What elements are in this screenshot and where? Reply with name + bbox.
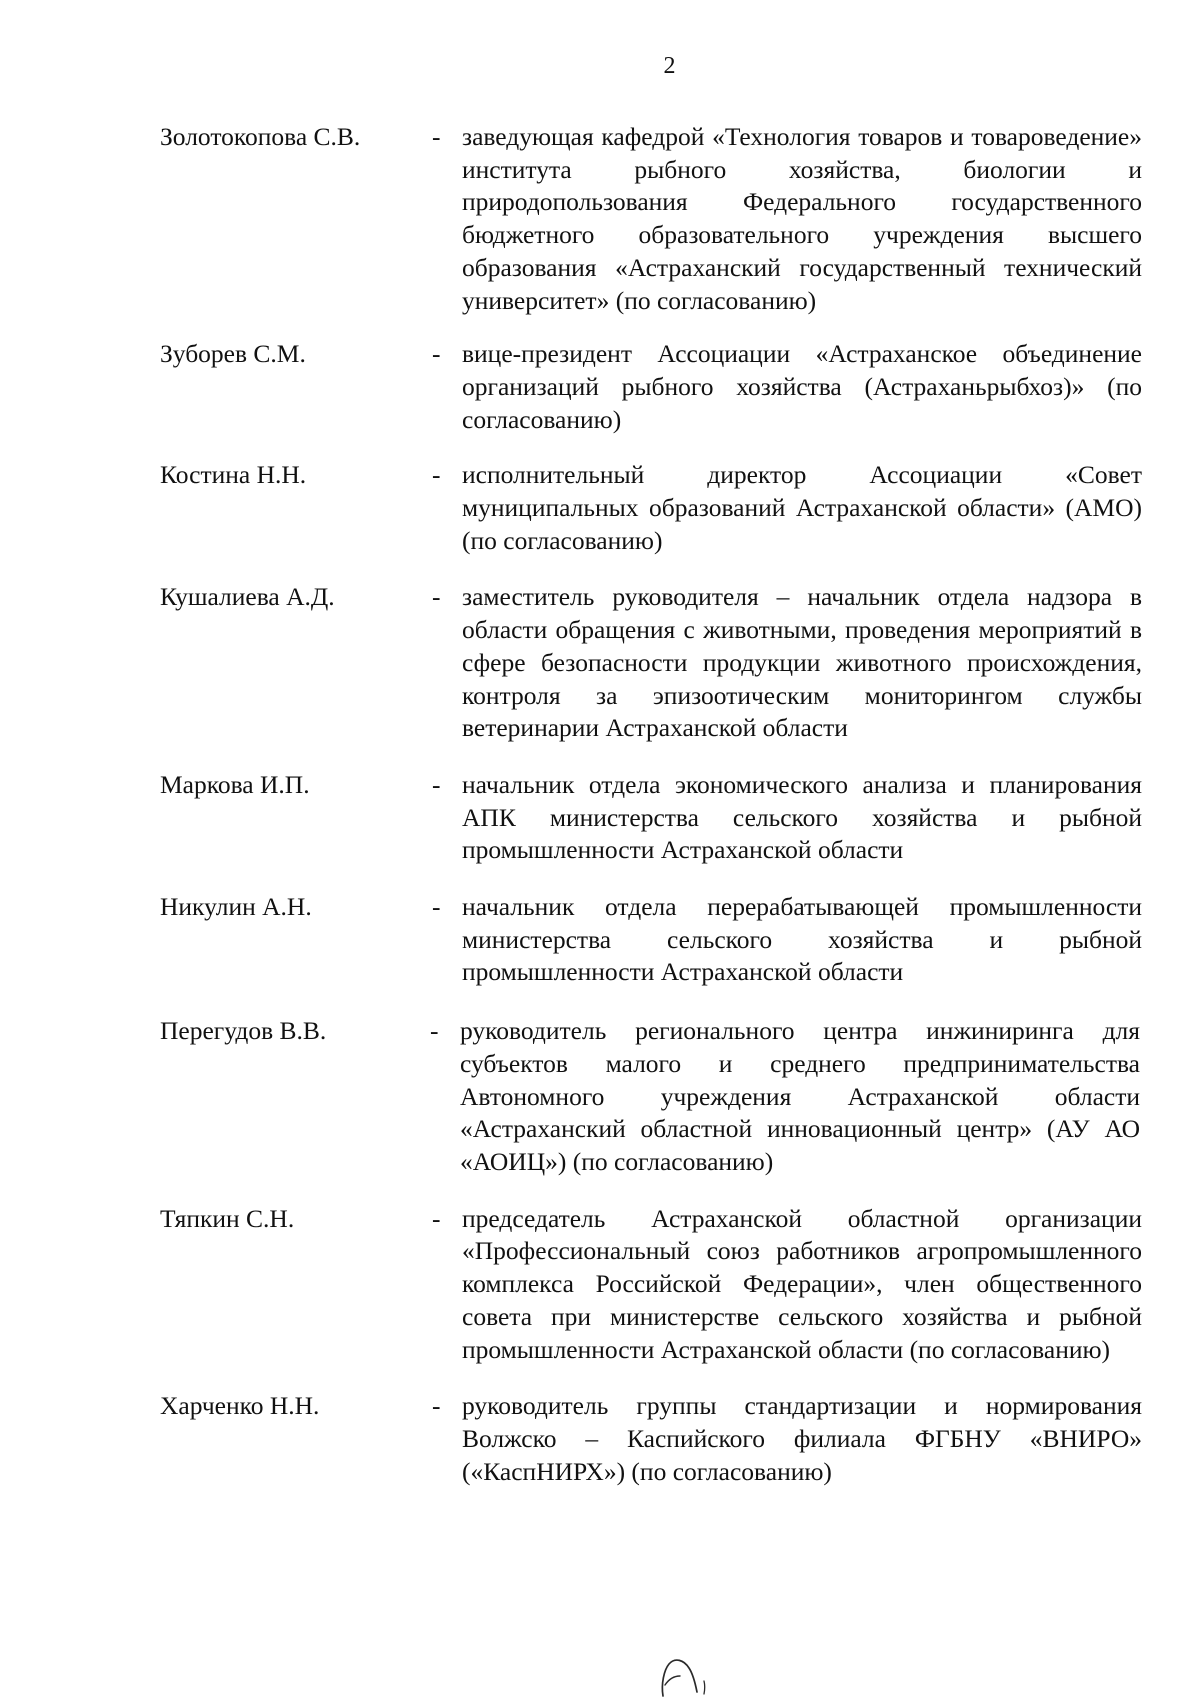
list-item [160, 459, 1150, 557]
list-item [160, 121, 1150, 317]
member-name: Тяпкин С.Н. [160, 1203, 295, 1233]
member-description: заведующая кафедрой «Технология товаров и товароведение» института рыбного хозяйства, биологии и природопользования Федерального государственного бюджетного образовательного учреждения высшего образования «Астраханский государственный технический университет» (по согласованию) [462, 122, 1142, 315]
member-dash: - [432, 892, 441, 922]
member-dash: - [432, 1391, 441, 1421]
member-description: начальник отдела экономического анализа и планирования АПК министерства сельского хозяйства и рыбной промышленности Астраханской области [462, 769, 1142, 865]
member-dash: - [432, 339, 441, 369]
list-item [160, 1015, 1150, 1179]
member-name: Зуборев С.М. [160, 339, 306, 369]
list-item [160, 891, 1150, 989]
member-dash: - [432, 1203, 441, 1233]
member-description: председатель Астраханской областной организации «Профессиональный союз работников агропромышленного комплекса Российской Федерации», член общественного совета при министерстве сельского хозяйства и рыбной промышленности Астраханской области (по согласованию) [462, 1203, 1142, 1364]
list-item [160, 1390, 1150, 1488]
member-description: руководитель регионального центра инжиниринга для субъектов малого и среднего предпринимательства Автономного учреждения Астраханской области «Астраханский областной инновационный центр» (АУ АО «АОИЦ») (по согласованию) [460, 1016, 1140, 1176]
list-item [160, 1203, 1150, 1367]
member-description: начальник отдела перерабатывающей промышленности министерства сельского хозяйства и рыбной промышленности Астраханской области [462, 892, 1142, 987]
member-name: Перегудов В.В. [160, 1016, 327, 1046]
member-dash: - [432, 769, 441, 799]
member-name: Харченко Н.Н. [160, 1391, 320, 1421]
page-number: 2 [663, 53, 676, 79]
member-name: Кушалиева А.Д. [160, 582, 335, 612]
member-name: Костина Н.Н. [160, 460, 307, 490]
member-description: вице-президент Ассоциации «Астраханское объединение организаций рыбного хозяйства (Астраханьрыбхоз)» (по согласованию) [462, 339, 1142, 434]
member-name: Никулин А.Н. [160, 892, 312, 922]
member-description: заместитель руководителя – начальник отдела надзора в области обращения с животными, проведения мероприятий в сфере безопасности продукции животного происхождения, контроля за эпизоотическим мониторингом службы ветеринарии Астраханской области [462, 582, 1142, 743]
member-description: руководитель группы стандартизации и нормирования Волжско – Каспийского филиала ФГБНУ «ВНИРО» («КаспНИРХ») (по согласованию) [462, 1391, 1142, 1486]
member-dash: - [432, 460, 441, 490]
members-list [160, 121, 1150, 1488]
member-name: Маркова И.П. [160, 769, 310, 799]
member-dash: - [430, 1016, 439, 1046]
member-dash: - [432, 582, 441, 612]
member-description: исполнительный директор Ассоциации «Совет муниципальных образований Астраханской области» (АМО) (по согласованию) [462, 460, 1142, 555]
list-item [160, 338, 1150, 436]
list-item [160, 581, 1150, 745]
list-item [160, 769, 1150, 867]
signature-mark [655, 1652, 715, 1697]
member-dash: - [432, 122, 441, 151]
member-name: Золотокопова С.В. [160, 122, 361, 151]
